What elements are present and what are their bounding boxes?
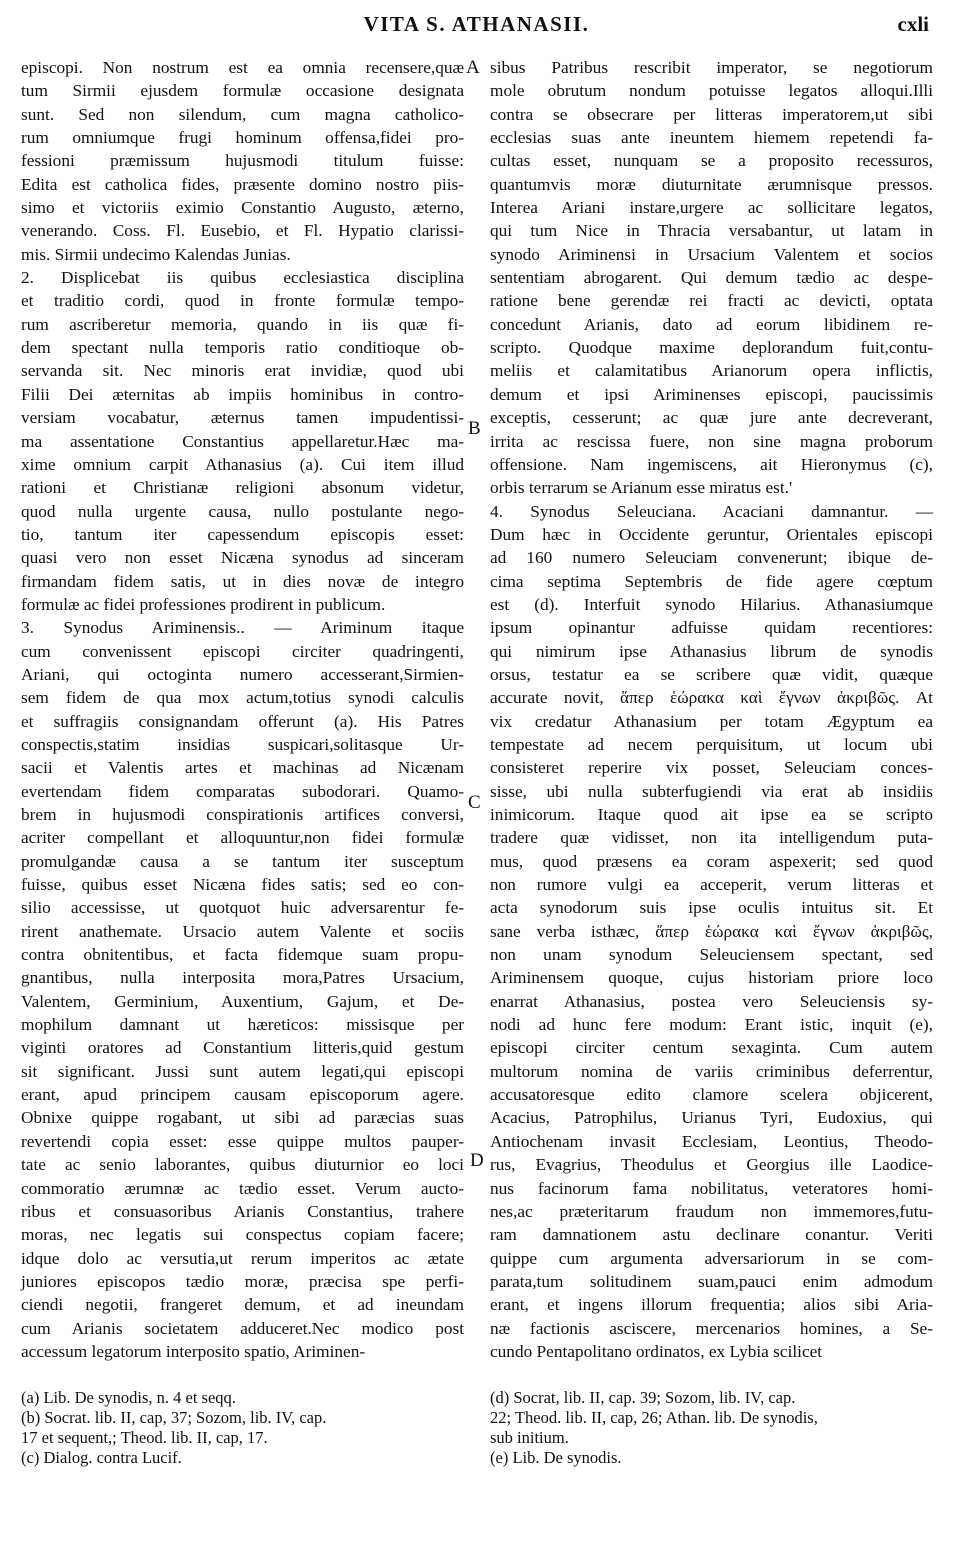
text-line: irrita ac rescissa fuere, non sine magna proborum [490,431,933,451]
text-line: enarrat Athanasius, postea vero Seleuciensis sy- [490,991,933,1011]
text-line: sacii et Valentis artes et machinas ad Nicænam [21,758,464,778]
text-line: non rumore vulgi ea acceperit, verum litteras et [490,875,933,895]
text-line: dem spectant nulla temporis ratio conditioque ob- [21,338,464,358]
text-line: brem in hujusmodi conspirationis artifices conversi, [21,805,464,824]
text-line: mole obrutum nondum potuisse legatos alloqui.Illi [490,81,933,101]
text-line: mus, quod præsens ea coram aspexerit; sed quod [490,851,933,871]
footnote-line: sub initium. [490,1428,569,1447]
text-line: rus, Evagrius, Theodulus et Georgius ille Laodice- [490,1155,933,1175]
text-line: gnantibus, nulla interposita mora,Patres Ursacium, [21,968,464,988]
text-line: offensione. Nam ingemiscens, ait Hieronymus (c), [490,454,933,474]
text-line: ratione bene gerendæ rei fracti ac devicti, optata [490,291,933,311]
text-line: næ factionis asciscere, mercenarios homines, a Se- [490,1318,933,1338]
footnotes-right [490,1388,933,1468]
text-line: consisteret reperire vix posset, Seleuciam conces- [490,758,933,778]
text-line: vix credatur Athanasium per totam Ægyptum ea [490,711,933,731]
right-column [490,56,933,1363]
text-line: ribus et consuasoribus Arianis Constantius, trahere [21,1201,464,1221]
footnote-line: (b) Socrat. lib. II, cap, 37; Sozom, lib. IV, cap. [21,1408,327,1427]
text-line: nus facinorum fama nobilitatus, veteratores homi- [490,1178,933,1198]
page-header [0,12,953,42]
text-line: contra obnitentibus, et facta fidemque suam propu- [21,945,464,965]
text-line: Interea Ariani instare,urgere ac sollicitare legatos, [490,198,933,218]
running-head: VITA S. ATHANASII. [363,12,590,36]
text-line: non unam synodum Seleuciensem spectant, sed [490,945,933,965]
text-line: cum convenissent episcopi circiter quadringenti, [21,641,464,661]
text-line: ram damnationem astu declinare conantur. Veriti [490,1225,933,1245]
text-line: Filii Dei æternitas ab impiis hominibus in contro- [21,384,464,404]
text-line: Antiochenam invasit Ecclesiam, Leontius, Theodo- [490,1131,933,1151]
text-line: sisse, ubi nulla subterfugiendi via erat ab insidiis [490,781,933,801]
text-line: et suffragiis consignandam offerunt (a). His Patres [21,711,464,731]
footnote-line: 17 et sequent,; Theod. lib. II, cap, 17. [21,1428,268,1447]
footnote-line: (a) Lib. De synodis, n. 4 et seqq. [21,1388,236,1407]
text-line: nes,ac præteritarum fraudum non immemores,futu- [490,1201,933,1221]
text-line: rationi et Christianæ religioni absonum videtur, [21,478,464,498]
text-line: sane verba isthæc, ἅπερ ἑώρακα καὶ ἔγνων ἀκριβῶς, [490,921,933,941]
text-line: 4. Synodus Seleuciana. Acaciani damnantur. — [490,501,933,521]
text-line: viginti oratores ad Constantium litteris,quid gestum [21,1038,464,1058]
text-line: 2. Displicebat iis quibus ecclesiastica disciplina [21,268,464,288]
text-line: cultas esset, nunquam se a proposito recessuros, [490,151,933,171]
text-line: concedunt Arianis, dato ad eorum libidinem re- [490,314,933,334]
text-line: sunt. Sed non silendum, cum magna catholico- [21,104,464,124]
margin-letter-d: D [470,1150,484,1171]
text-line: Obnixe quippe rogabant, ut sibi ad paræcias suas [21,1108,464,1128]
text-line: demum et ipsi Ariminenses episcopi, paucissimis [490,384,933,404]
page-number: cxli [897,12,929,36]
text-line: rum ascriberetur memoria, quando in iis quæ fi- [21,314,464,334]
margin-letter-a: A [466,57,480,78]
text-line: ecclesias suas ante ineuntem hiemem repetendi fa- [490,128,933,148]
text-line: revertendi copia esset: esse quippe multos pauper- [21,1131,464,1151]
text-line: promulgandæ causa a se tantum iter susceptum [21,851,464,871]
text-line: sententiam abrogarent. Qui demum tædio ac despe- [490,268,933,288]
text-line: evertendam fidem comparatas subodorari. Quamo- [21,781,464,801]
text-line: firmandam fidem satis, ut in dies novæ de integro [21,571,464,591]
text-line: episcopi circiter centum sexaginta. Cum autem [490,1038,933,1058]
text-line: accusatoresque edito clamore scelera objicerent, [490,1085,933,1105]
text-line: silio accessisse, ut quotquot huic adversarentur fe- [21,898,464,918]
text-line: tate ac senio laborantes, quibus diuturnior eo loci [21,1155,464,1175]
text-line: fuisse, quibus esset Nicæna fides satis; sed eo con- [21,875,464,895]
text-line: tradere quæ vidisset, non ita intelligendum puta- [490,828,933,848]
text-line: quippe cum argumenta adversariorum in se com- [490,1248,933,1268]
text-line: acriter compellant et alloquuntur,non fidei formulæ [21,828,464,848]
text-line: qui nimirum ipse Athanasius librum de synodis [490,641,933,661]
text-line: Ariani, qui octoginta numero accesserant,Sirmien- [21,664,464,684]
text-line: acta synodorum suis ipse oculis intuitus sit. Et [490,898,933,918]
text-line: scripto. Quodque maxime deplorandum fuit,contu- [490,338,933,358]
text-line: idque dolo ac versutia,ut rerum imperitos ac ætate [21,1248,464,1268]
text-line: sibus Patribus rescribit imperator, se negotiorum [490,58,933,77]
text-line: episcopi. Non nostrum est ea omnia recensere,quæ [21,58,464,77]
text-line: Ariminensem quoque, cujus historiam priore loco [490,968,933,988]
text-line: multorum nomina de variis criminibus deferrentur, [490,1061,933,1081]
text-line: xime omnium carpit Athanasius (a). Cui item illud [21,454,464,474]
text-line: juniores episcopos tædio moræ, præcisa spe perfi- [21,1271,464,1291]
text-line: synodo Ariminensi in Ursacium Valentem et socios [490,244,933,264]
text-line: cima septima Septembris de fide agere cœptum [490,571,933,591]
text-line: erant, apud principem causam episcoporum agere. [21,1085,464,1105]
footnotes-left [21,1388,464,1468]
footnote-line: 22; Theod. lib. II, cap, 26; Athan. lib. De synodis, [490,1408,818,1427]
text-line: ad 160 numero Seleuciam convenerunt; ibique de- [490,548,933,568]
text-line: inimicorum. Itaque quod ait ipse ea se scripto [490,805,933,824]
text-line: venerando. Coss. Fl. Eusebio, et Fl. Hypatio clarissi- [21,221,464,241]
text-line: rum omniumque frugi hominum offensa,fidei pro- [21,128,464,148]
text-line: tempestate ad necem perquisitum, ut locum ubi [490,734,933,754]
text-line: qui tum Nice in Thracia versabantur, ut latam in [490,221,933,241]
text-line: accessum legatorum interposito spatio, Ariminen- [21,1341,366,1361]
text-line: sem fidem de qua mox actum,totius synodi calculis [21,688,464,708]
text-line: versiam vocabatur, æternus tamen impudentissi- [21,408,464,428]
margin-letter-c: C [468,792,481,813]
text-line: tum Sirmii ejusdem formulæ occasione designata [21,81,464,101]
text-line: parata,tum solitudinem suam,pauci enim admodum [490,1271,933,1291]
text-line: erant, et ingens illorum frequentia; alios sibi Aria- [490,1295,933,1315]
text-line: cum Arianis societatem adduceret.Nec modico post [21,1318,464,1338]
text-line: Edita est catholica fides, præsente domino nostro piis- [21,174,464,194]
text-line: Valentem, Germinium, Auxentium, Gajum, et De- [21,991,464,1011]
text-line: ipsum opinantur adfuisse quidam recentiores: [490,618,933,638]
text-line: commoratio ærumnæ ac tædio esset. Verum aucto- [21,1178,464,1198]
text-line: conspectis,statim insidias suspicari,solitasque Ur- [21,734,464,754]
footnote-line: (c) Dialog. contra Lucif. [21,1448,182,1467]
text-line: formulæ ac fidei professiones prodirent in publicum. [21,594,386,614]
text-line: contra se obsecrare per litteras imperatorem,ut sibi [490,104,933,124]
margin-letter-b: B [468,418,481,439]
text-line: exceptis, cesserunt; ac quæ jure ante decreverant, [490,408,933,428]
text-line: est (d). Interfuit synodo Hilarius. Athanasiumque [490,594,933,614]
text-line: meliis et calamitatibus Arianorum opera inflictis, [490,361,933,381]
text-line: simo et victoriis eximio Constantio Augusto, æterno, [21,198,464,218]
text-line: servanda sit. Nec minoris erat invidiæ, quod ubi [21,361,464,381]
text-line: mophilum damnant ut hæreticos: missisque per [21,1015,464,1035]
text-line: quasi vero non esset Nicæna synodus ad sinceram [21,548,464,568]
text-line: fessioni præmissum hujusmodi titulum fuisse: [21,151,464,171]
text-line: quantumvis moræ diuturnitate ærumnisque pressos. [490,174,933,194]
text-line: cundo Pentapolitano ordinatos, ex Lybia scilicet [490,1341,823,1361]
text-line: ciendi negotii, frangeret demum, et ad ineundam [21,1295,464,1315]
footnote-line: (d) Socrat, lib. II, cap. 39; Sozom, lib. IV, cap. [490,1388,796,1407]
text-line: et traditio cordi, quod in fronte formulæ tempo- [21,291,464,311]
text-line: orsus, testatur ea se scribere quæ vidit, quæque [490,664,933,684]
text-line: nodi ad hunc fere modum: Erant istic, inquit (e), [490,1015,933,1035]
text-line: rirent anathemate. Ursacio autem Valente et sociis [21,921,464,941]
text-line: accurate novit, ἅπερ ἑώρακα καὶ ἔγνων ἀκριβῶς. At [490,688,933,708]
text-line: mis. Sirmii undecimo Kalendas Junias. [21,244,291,264]
text-line: Acacius, Patrophilus, Urianus Tyri, Eudoxius, qui [490,1108,933,1128]
text-line: sit significant. Jussi sunt autem legati,qui episcopi [21,1061,464,1081]
text-line: 3. Synodus Ariminensis.. — Ariminum itaque [21,618,464,638]
text-line: moras, nec legatis sui conspectus copiam facere; [21,1225,464,1245]
text-line: tio, tantum iter capessendum episcopis esset: [21,524,464,544]
footnote-line: (e) Lib. De synodis. [490,1448,622,1467]
text-line: quod nulla urgente causa, nullo postulante nego- [21,501,464,521]
text-line: Dum hæc in Occidente geruntur, Orientales episcopi [490,524,933,544]
left-column [21,56,464,1363]
text-line: orbis terrarum se Arianum esse miratus est.' [490,478,793,498]
text-line: ma assentatione Constantius appellaretur.Hæc ma- [21,431,464,451]
